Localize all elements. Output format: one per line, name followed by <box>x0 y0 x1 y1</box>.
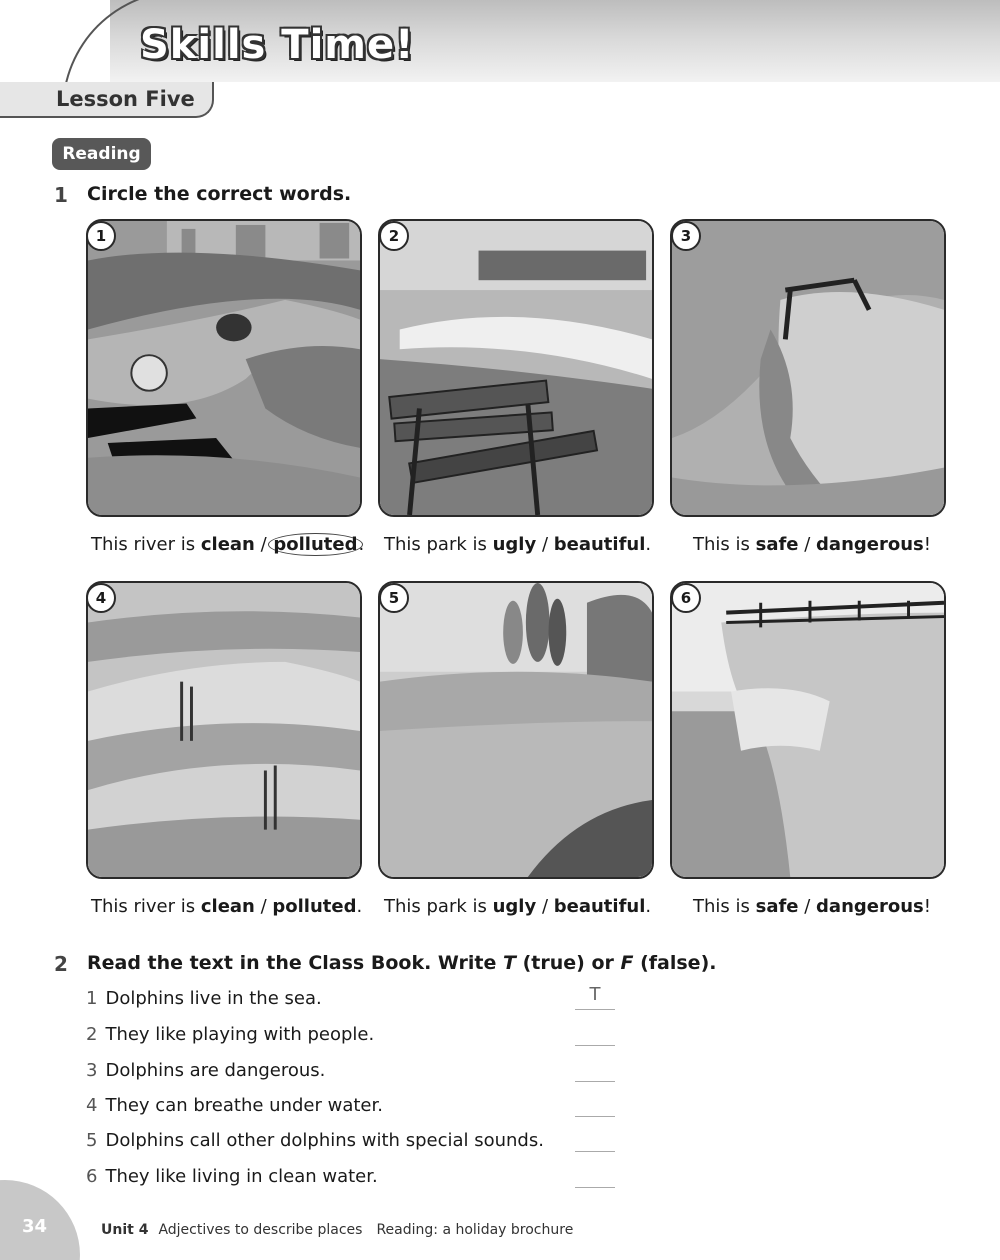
list-item: 6 They like living in clean water. <box>86 1166 378 1187</box>
caption-4: This river is clean / polluted. <box>91 896 363 917</box>
list-item: 4 They can breathe under water. <box>86 1095 383 1116</box>
panel-number-1: 1 <box>86 221 116 251</box>
option-ugly[interactable]: ugly <box>492 534 537 555</box>
panel-number-3: 3 <box>671 221 701 251</box>
option-clean[interactable]: clean <box>200 896 255 917</box>
option-dangerous[interactable]: dangerous <box>816 534 924 555</box>
list-item: 5 Dolphins call other dolphins with special sounds. <box>86 1130 544 1151</box>
list-item: 3 Dolphins are dangerous. <box>86 1060 326 1081</box>
answer-field-2[interactable] <box>575 1020 615 1046</box>
caption-2: This park is ugly / beautiful. <box>384 534 652 555</box>
caption-6: This is safe / dangerous! <box>693 896 931 917</box>
panel-number-2: 2 <box>379 221 409 251</box>
picture-polluted-river <box>86 219 362 517</box>
answer-field-3[interactable] <box>575 1056 615 1082</box>
exercise-2-instruction: Read the text in the Class Book. Write T (true) or F (false). <box>87 952 717 974</box>
caption-5: This park is ugly / beautiful. <box>384 896 652 917</box>
lesson-label: Lesson Five <box>56 87 195 111</box>
picture-clean-river <box>86 581 362 879</box>
picture-beautiful-park <box>378 581 654 879</box>
panel-number-4: 4 <box>86 583 116 613</box>
option-beautiful[interactable]: beautiful <box>553 896 646 917</box>
list-item: 2 They like playing with people. <box>86 1024 375 1045</box>
footer-text: Unit 4 Adjectives to describe places Reading: a holiday brochure <box>101 1222 574 1238</box>
answer-field-4[interactable] <box>575 1091 615 1117</box>
answer-field-1[interactable]: T <box>575 984 615 1010</box>
option-beautiful[interactable]: beautiful <box>553 534 646 555</box>
panel-number-6: 6 <box>671 583 701 613</box>
panel-number-5: 5 <box>379 583 409 613</box>
caption-1: This river is clean / polluted. <box>91 534 365 555</box>
option-polluted[interactable]: polluted <box>272 896 357 917</box>
answer-field-5[interactable] <box>575 1126 615 1152</box>
page-number: 34 <box>22 1216 48 1237</box>
option-ugly[interactable]: ugly <box>492 896 537 917</box>
exercise-1-number: 1 <box>54 183 68 207</box>
exercise-1-instruction: Circle the correct words. <box>87 183 352 205</box>
section-badge: Reading <box>52 138 151 170</box>
caption-3: This is safe / dangerous! <box>693 534 931 555</box>
answer-field-6[interactable] <box>575 1162 615 1188</box>
option-dangerous[interactable]: dangerous <box>816 896 924 917</box>
option-polluted-circled[interactable]: polluted <box>268 533 362 556</box>
exercise-2-number: 2 <box>54 952 68 976</box>
option-safe[interactable]: safe <box>755 896 799 917</box>
option-clean[interactable]: clean <box>200 534 255 555</box>
picture-dangerous-cliff <box>670 219 946 517</box>
picture-safe-cliff <box>670 581 946 879</box>
page-title: Skills Time! <box>140 22 415 68</box>
list-item: 1 Dolphins live in the sea. <box>86 988 322 1009</box>
option-safe[interactable]: safe <box>755 534 799 555</box>
picture-ugly-park <box>378 219 654 517</box>
